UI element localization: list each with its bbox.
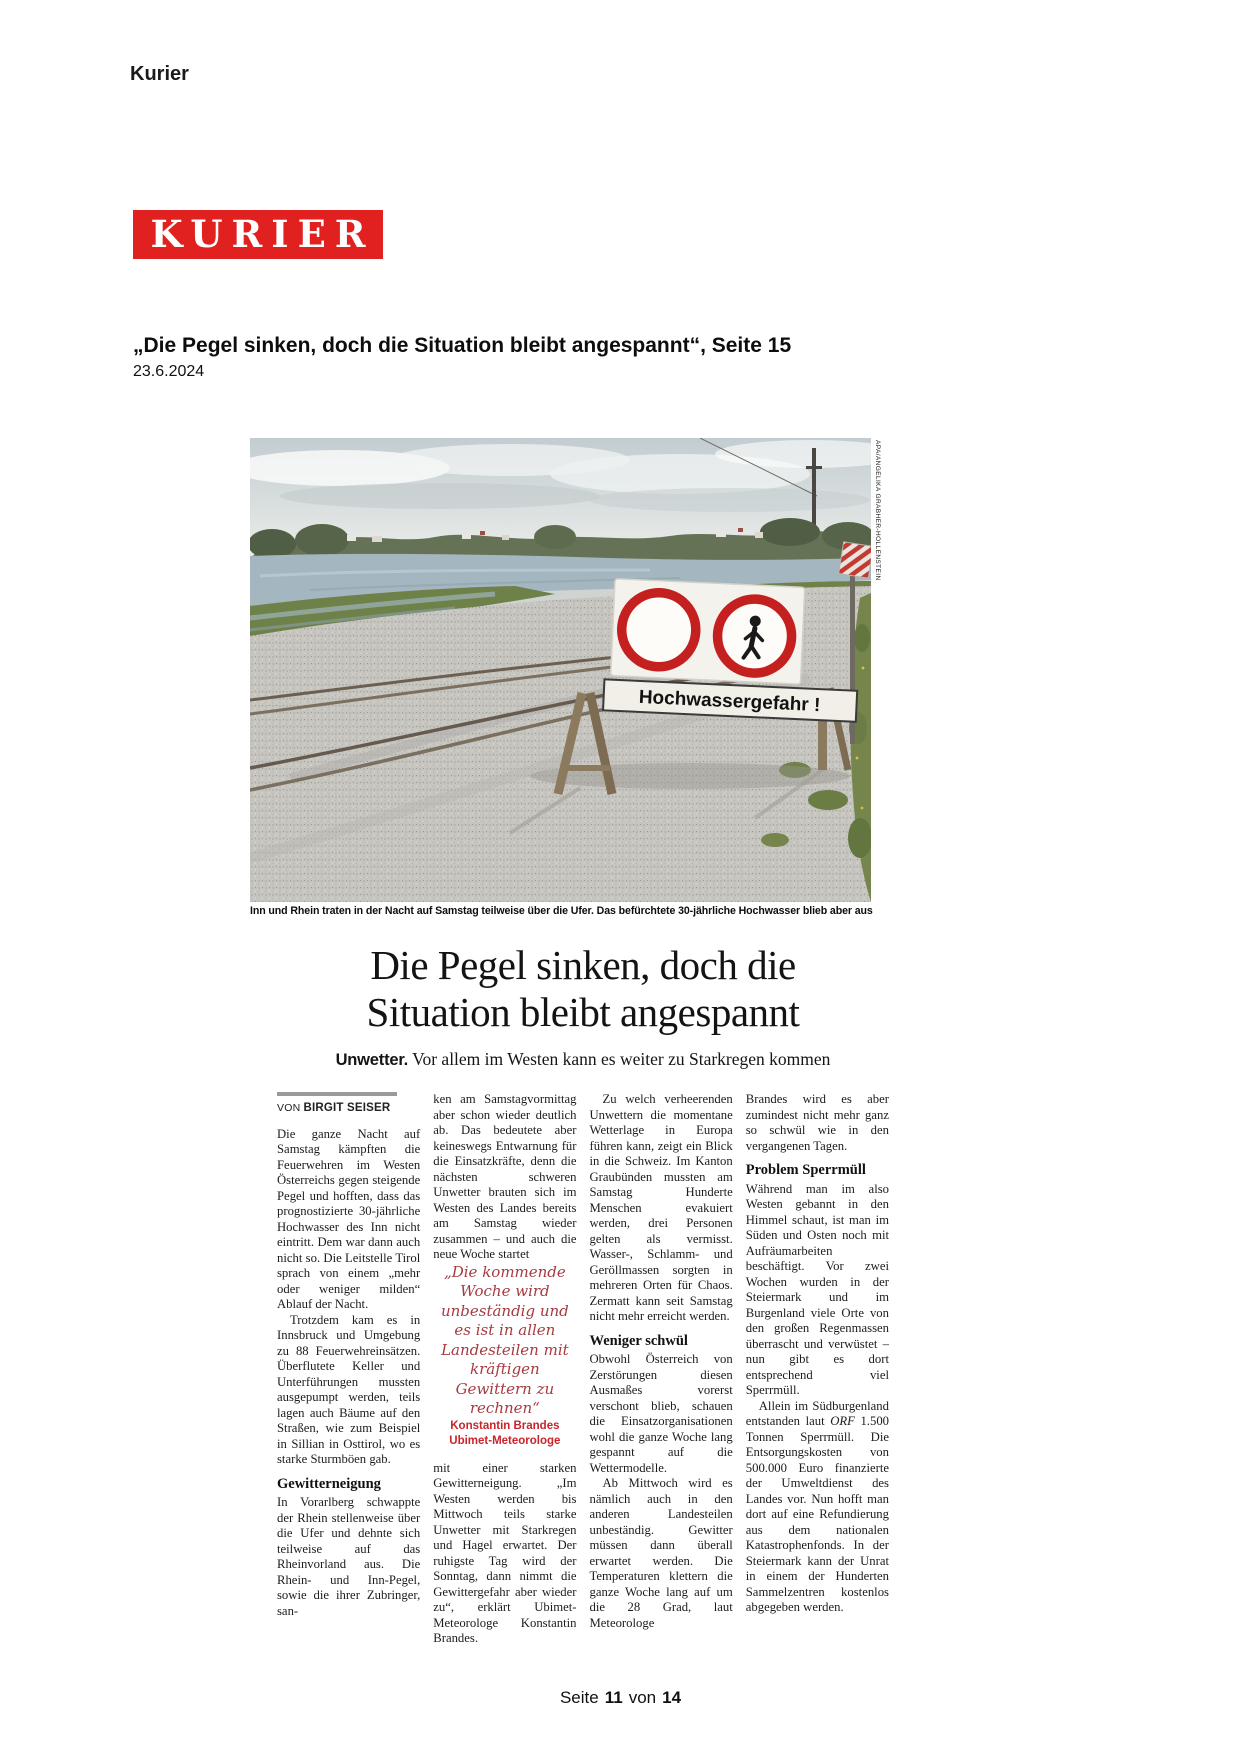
paragraph: Obwohl Österreich von Zerstörungen diesen Ausmaßes vorerst verschont blieb, schauen die Einsatzorganisationen wohl die ganze Woche lang gespannt auf die Wettermodelle. (589, 1352, 733, 1475)
source-label: Kurier (130, 63, 189, 85)
headline-line-2: Situation bleibt angespannt (366, 989, 800, 1035)
hazard-stripe-marker (839, 542, 871, 578)
flood-warning-text: Hochwassergefahr ! (638, 686, 821, 717)
paragraph: Trotzdem kam es in Innsbruck und Umgebung zu 88 Feuerwehreinsätzen. Überflutete Keller und Unterführungen mussten ausgepumpt werden, teils lagen auch Bäume auf den Straßen, wie zum Beispiel in Sillian in Osttirol, wo es starke Sturmböen gab. (277, 1312, 421, 1466)
paragraph: Brandes wird es aber zumindest nicht mehr ganz so schwül wie in den vergangenen Tagen. (745, 1092, 889, 1153)
byline-author: BIRGIT SEISER (303, 1102, 391, 1114)
paragraph (746, 1399, 889, 1616)
clipping-date: 23.6.2024 (133, 363, 205, 380)
column-3 (590, 1092, 733, 1647)
quote-attribution (433, 1419, 576, 1449)
pull-quote: „Die kommende Woche wird unbeständig und es ist in allen Landesteilen mit kräftigen Gewittern zu rechnen“ (440, 1262, 569, 1417)
paragraph: Während man im also Westen gebannt in den Himmel schaut, ist man im Süden und Osten noch mit Aufräumarbeiten beschäftigt. Vor zwei Wochen wurden in der Steiermark und im Burgenland viele Orte von den großen Regenmassen überrascht und verwüstet – nun gibt es dort entsprechend viel Sperrmüll. (745, 1181, 889, 1397)
paragraph: Zu welch verheerenden Unwettern die momentane Wetterlage in Europa führen kann, zeigt ein Blick in die Schweiz. Im Kanton Graubünden mussten am Samstag Hunderte Menschen evakuiert werden, drei Personen gelten als vermisst. Wasser-, Schlamm- und Geröllmassen sorgten in mehreren Orten für Chaos. Zermatt kann seit Samstag nicht mehr erreicht werden. (589, 1092, 733, 1323)
article-headline (277, 942, 889, 1036)
section-subhead: Problem Sperrmüll (745, 1162, 866, 1178)
clipping-title: „Die Pegel sinken, doch die Situation bleibt angespannt“, Seite 15 (133, 334, 792, 357)
subhead-text: Vor allem im Westen kann es weiter zu Starkregen kommen (408, 1049, 831, 1069)
footer-total-pages: 14 (662, 1688, 682, 1707)
article-subhead (277, 1049, 889, 1070)
column-4 (746, 1092, 889, 1647)
column-1 (277, 1092, 420, 1647)
paragraph: In Vorarlberg schwappte der Rhein stellenweise über die Ufer und dehnte sich teilweise auf das Rheinvorland aus. Die Rhein- und Inn-Pegel, sowie die ihrer Zubringer, san- (277, 1495, 421, 1618)
orf-italic: ORF (830, 1414, 855, 1428)
kurier-logo-text: KURIER (150, 212, 375, 256)
article (277, 942, 889, 1647)
paragraph: ken am Samstagvormittag aber schon wieder deutlich ab. Das bedeutete aber keineswegs Entwarnung für die Einsatzkräfte, denn die nächsten schweren Unwetter brauten sich im Westen des Landes bereits am Samstag wieder zusammen – und auch die neue Woche startet (433, 1092, 577, 1261)
no-pedestrians-sign-icon (716, 597, 793, 674)
no-vehicles-sign-icon (620, 591, 697, 668)
column-2 (433, 1092, 576, 1647)
footer-separator: von (628, 1688, 657, 1707)
paragraph: Ab Mittwoch wird es nämlich auch in den anderen Landesteilen unbeständig. Gewitter müssen dann überall erwartet werden. Die Temperaturen klettern die ganze Woche lang auf um die 28 Grad, laut Meteorologe (589, 1476, 733, 1630)
paragraph-text: 1.500 Tonnen Sperrmüll. Die Entsorgungskosten von 500.000 Euro finanzierte der Umweltdienst des Landes vor. Nun hofft man dort auf eine Refundierung aus dem nationalen Katastrophenfonds. In der Steiermark kann der Unrat in einem der Hunderten Sammelzentren kostenlos abgegeben werden. (745, 1414, 889, 1614)
subhead-kicker: Unwetter. (335, 1051, 409, 1069)
page-footer (0, 1688, 1241, 1708)
paragraph: Die ganze Nacht auf Samstag kämpften die Feuerwehren im Westen Österreichs gegen steigende Pegel und hofften, dass das prognostizierte 30-jährliche Hochwasser des Inn nicht eintritt. Dem war dann auch nicht so. Die Leitstelle Tirol sprach von einem „mehr oder weniger milden“ Ablauf der Nacht. (277, 1126, 421, 1311)
byline-prefix: VON (277, 1102, 304, 1114)
kurier-logo (133, 210, 383, 259)
paragraph: mit einer starken Gewitterneigung. „Im Westen werden bis Mittwoch teils starke Unwetter mit Starkregen und Hagel erwartet. Der ruhigste Tag wird der Sonntag, dann nimmt die Gewittergefahr aber wieder zu“, erklärt Ubimet-Meteorologe Konstantin Brandes. (433, 1460, 577, 1645)
section-subhead: Gewitterneigung (277, 1475, 381, 1492)
section-subhead: Weniger schwül (589, 1332, 688, 1349)
headline-line-1: Die Pegel sinken, doch die (370, 942, 796, 988)
article-columns (277, 1092, 889, 1647)
article-photo (250, 438, 871, 902)
paragraph-text: Allein im Südburgenland entstanden laut (745, 1398, 889, 1428)
quote-attribution-role: Ubimet-Meteorologe (449, 1434, 561, 1447)
byline (277, 1101, 420, 1117)
footer-page-number: 11 (604, 1688, 623, 1707)
photo-credit: APA/ANGELIKA GRABHER-HOLLENSTEIN (874, 440, 881, 581)
flood-scene-illustration (250, 438, 871, 902)
footer-prefix: Seite (559, 1688, 599, 1707)
quote-attribution-name: Konstantin Brandes (450, 1419, 560, 1432)
byline-rule (277, 1092, 397, 1096)
photo-caption: Inn und Rhein traten in der Nacht auf Samstag teilweise über die Ufer. Das befürchtete 30-jährliche Hochwasser blieb aber aus (250, 905, 873, 917)
